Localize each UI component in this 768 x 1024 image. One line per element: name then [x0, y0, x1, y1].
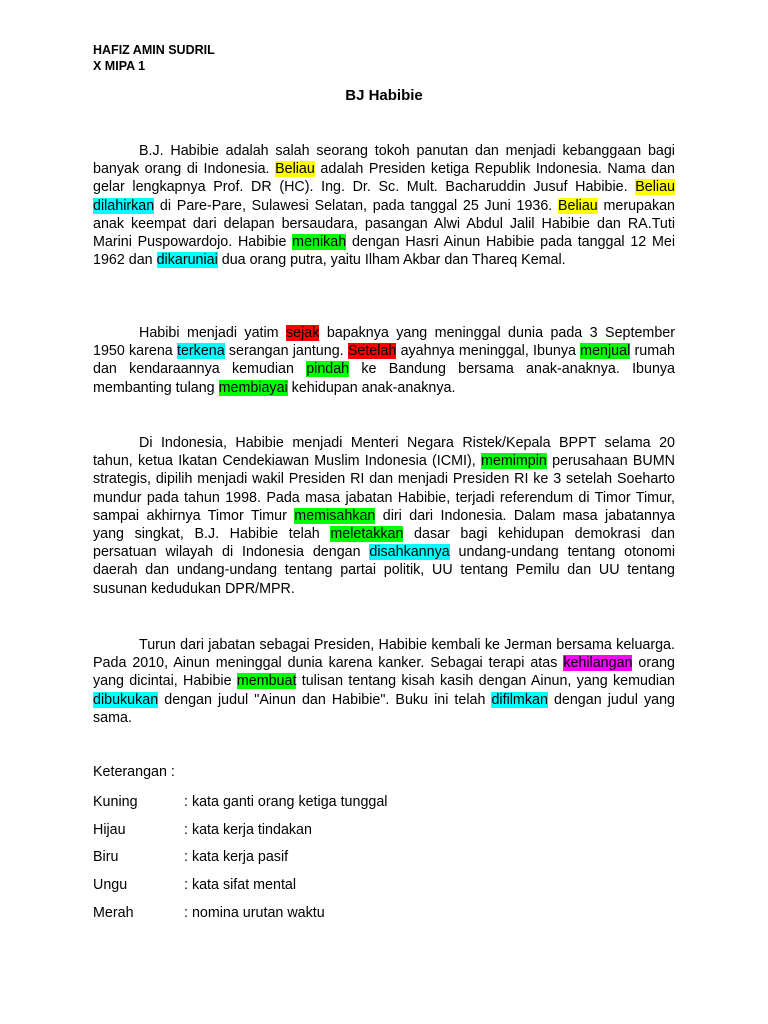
paragraph-4 [93, 636, 675, 727]
highlighted-word-green: membuat [236, 673, 297, 690]
legend-label: Ungu [93, 877, 128, 893]
highlighted-word-green: memisahkan [294, 507, 376, 524]
paragraph-text: merupakan anak keempat dari delapan bersaudara, pasangan Alwi Abdul Jalil Habibie dan RA.Tuti Marini Puspowardojo. Habibie [93, 197, 675, 251]
paragraph-text: orang yang dicintai, Habibie [93, 655, 675, 690]
highlighted-word-cyan: disahkannya [369, 544, 450, 561]
highlighted-word-magenta: kehilangan [563, 655, 633, 672]
legend-item-ungu [93, 876, 593, 894]
highlighted-word-cyan: dikaruniai [156, 252, 218, 269]
legend-item-hijau [93, 821, 593, 839]
highlighted-word-cyan: terkena [176, 343, 225, 360]
legend-desc: : kata kerja tindakan [184, 822, 312, 838]
legend-item-kuning [93, 793, 593, 811]
paragraph-text: dengan judul "Ainun dan Habibie". Buku ini telah [158, 691, 492, 708]
legend-desc: : kata ganti orang ketiga tunggal [184, 794, 388, 810]
paragraph-text: Habibi menjadi yatim [139, 325, 287, 341]
highlighted-word-yellow: Beliau [275, 161, 315, 178]
paragraph-text: Turun dari jabatan sebagai Presiden, Habibie kembali ke Jerman bersama keluarga. Pada 2010, Ainun meninggal dunia karena kanker. Sebagai terapi atas [93, 637, 675, 672]
paragraph-text: kehidupan anak-anaknya. [287, 379, 456, 396]
highlighted-word-red: Setelah [347, 343, 397, 360]
highlighted-word-green: menjual [580, 343, 631, 360]
paragraph-text: B.J. Habibie adalah salah seorang tokoh panutan dan menjadi kebanggaan bagi banyak orang di Indonesia. [93, 143, 675, 178]
paragraph-text: ayahnya meninggal, Ibunya [396, 343, 581, 360]
paragraph-text: di Pare-Pare, Sulawesi Selatan, pada tanggal 25 Juni 1936. [154, 197, 558, 214]
paragraph-text: dua orang putra, yaitu Ilham Akbar dan Thareq Kemal. [217, 252, 566, 269]
author-class: X MIPA 1 [93, 59, 146, 73]
paragraph-text: undang-undang tentang otonomi daerah dan undang-undang tentang partai politik, UU tentang Pemilu dan UU tentang susunan kedudukan DPR/MPR. [93, 544, 676, 597]
legend-label: Kuning [93, 794, 138, 810]
highlighted-word-yellow: Beliau [635, 179, 675, 196]
legend-label: Biru [93, 849, 119, 865]
document-title: BJ Habibie [345, 87, 423, 104]
paragraph-text: dasar bagi kehidupan demokrasi dan persatuan wilayah di Indonesia dengan [93, 526, 675, 561]
paragraph-text: tulisan tentang kisah kasih dengan Ainun, yang kemudian [296, 673, 675, 690]
legend-label: Hijau [93, 822, 126, 838]
paragraph-text: Di Indonesia, Habibie menjadi Menteri Negara Ristek/Kepala BPPT selama 20 tahun, ketua Ikatan Cendekiawan Muslim Indonesia (ICMI), [93, 435, 675, 470]
paragraph-text: perusahaan BUMN strategis, dipilih menjadi wakil Presiden RI dan menjadi Presiden RI ke 3 setelah Soeharto mundur pada tahun 1998. Pada masa jabatan Habibie, terjadi referendum di Timor Timur, sampai akhirnya Timor Timur [93, 453, 675, 524]
paragraph-text: dengan judul yang sama. [93, 691, 675, 726]
paragraph-text: ke Bandung bersama anak-anaknya. Ibunya membanting tulang [93, 361, 675, 396]
author-name: HAFIZ AMIN SUDRIL [93, 43, 215, 57]
paragraph-text: serangan jantung. [224, 343, 348, 360]
legend-label: Merah [93, 905, 134, 921]
legend-desc: : kata sifat mental [184, 877, 297, 893]
highlighted-word-green: pindah [306, 361, 350, 378]
legend-title: Keterangan : [93, 764, 175, 780]
highlighted-word-green: meletakkan [330, 526, 404, 543]
legend-item-merah [93, 904, 593, 922]
paragraph-text: diri dari Indonesia. Dalam masa jabatannya yang singkat, B.J. Habibie telah [93, 507, 675, 543]
paragraph-text: rumah dan kendaraannya kemudian [93, 343, 675, 378]
paragraph-text: adalah Presiden ketiga Republik Indonesia. Nama dan gelar lengkapnya Prof. DR (HC). Ing. Dr. Sc. Mult. Bacharuddin Jusuf Habibie. [93, 161, 675, 196]
legend-desc: : kata kerja pasif [184, 849, 289, 865]
highlighted-word-green: memimpin [480, 453, 547, 470]
paragraph-text: dengan Hasri Ainun Habibie pada tanggal 12 Mei 1962 dan [93, 234, 675, 269]
legend-desc: : nomina urutan waktu [184, 905, 325, 921]
highlighted-word-cyan: difilmkan [491, 691, 548, 708]
highlighted-word-red: sejak [286, 325, 320, 341]
paragraph-text: bapaknya yang meninggal dunia pada 3 September 1950 karena [93, 325, 675, 360]
highlighted-word-yellow: Beliau [558, 197, 598, 214]
paragraph-2 [93, 324, 675, 397]
highlighted-word-green: menikah [292, 234, 347, 251]
highlighted-word-cyan: dibukukan [93, 691, 159, 708]
highlighted-word-green: membiayai [218, 379, 288, 396]
legend-item-biru [93, 848, 593, 866]
paragraph-1 [93, 142, 675, 269]
highlighted-word-cyan: dilahirkan [93, 197, 155, 214]
paragraph-3 [93, 434, 675, 598]
